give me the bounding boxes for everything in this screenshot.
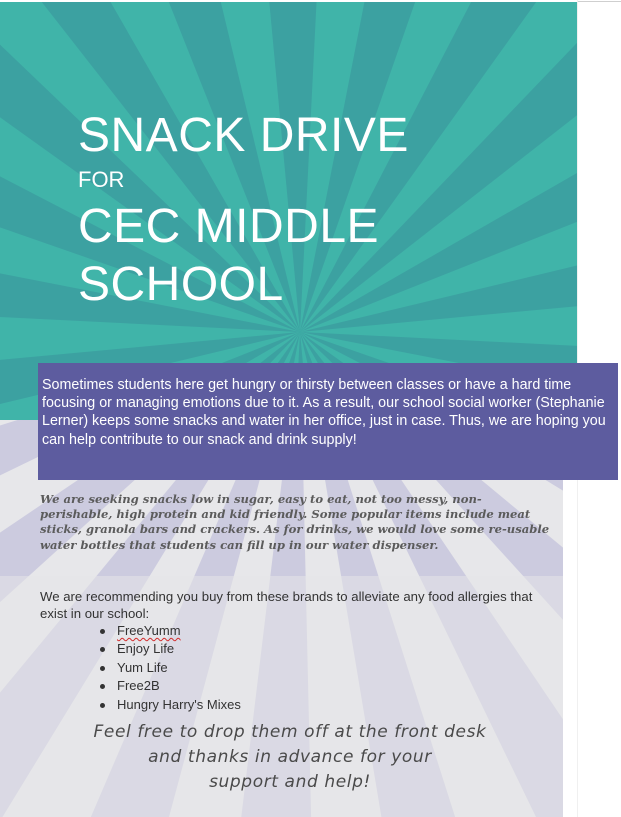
intro-box [38,363,618,480]
brand-item [98,622,241,640]
page-edge-line [577,1,621,2]
brand-name: Hungry Harry's Mixes [117,696,241,712]
flyer-title [78,108,558,314]
closing-line: and thanks in advance for your [148,747,432,767]
title-line-for: FOR [78,167,125,192]
title-line-snack-drive: SNACK DRIVE [78,109,409,162]
title-line-school: SCHOOL [78,258,284,311]
brand-item [98,696,241,714]
closing-line: Feel free to drop them off at the front desk [93,722,487,742]
brand-list [98,622,241,714]
closing-line: support and help! [209,772,371,792]
brand-name: Free2B [117,678,160,694]
recommendation-intro: We are recommending you buy from these brands to alleviate any food allergies that exist in our school: [40,589,533,621]
brand-name: FreeYumm [117,623,181,638]
brand-item [98,659,241,677]
brand-item [98,677,241,695]
intro-text: Sometimes students here get hungry or thirsty between classes or have a hard time focusing or managing emotions due to it. As a result, our school social worker (Stephanie Lerner) keeps some snacks and water in her office, just in case. Thus, we are hoping you can help contribute to our snack and drink supply! [42,377,606,448]
seeking-paragraph: We are seeking snacks low in sugar, easy to eat, not too messy, non-perishable, high protein and kid friendly. Some popular items include meat sticks, granola bars and crackers. As for drinks, we would love some re-usable water bottles that students can fill up in our water dispenser. [40,492,550,552]
brand-name: Enjoy Life [117,641,175,657]
title-line-cec-middle: CEC MIDDLE [78,200,380,253]
closing-message [40,720,540,795]
brand-name: Yum Life [117,659,168,675]
brand-item [98,640,241,658]
